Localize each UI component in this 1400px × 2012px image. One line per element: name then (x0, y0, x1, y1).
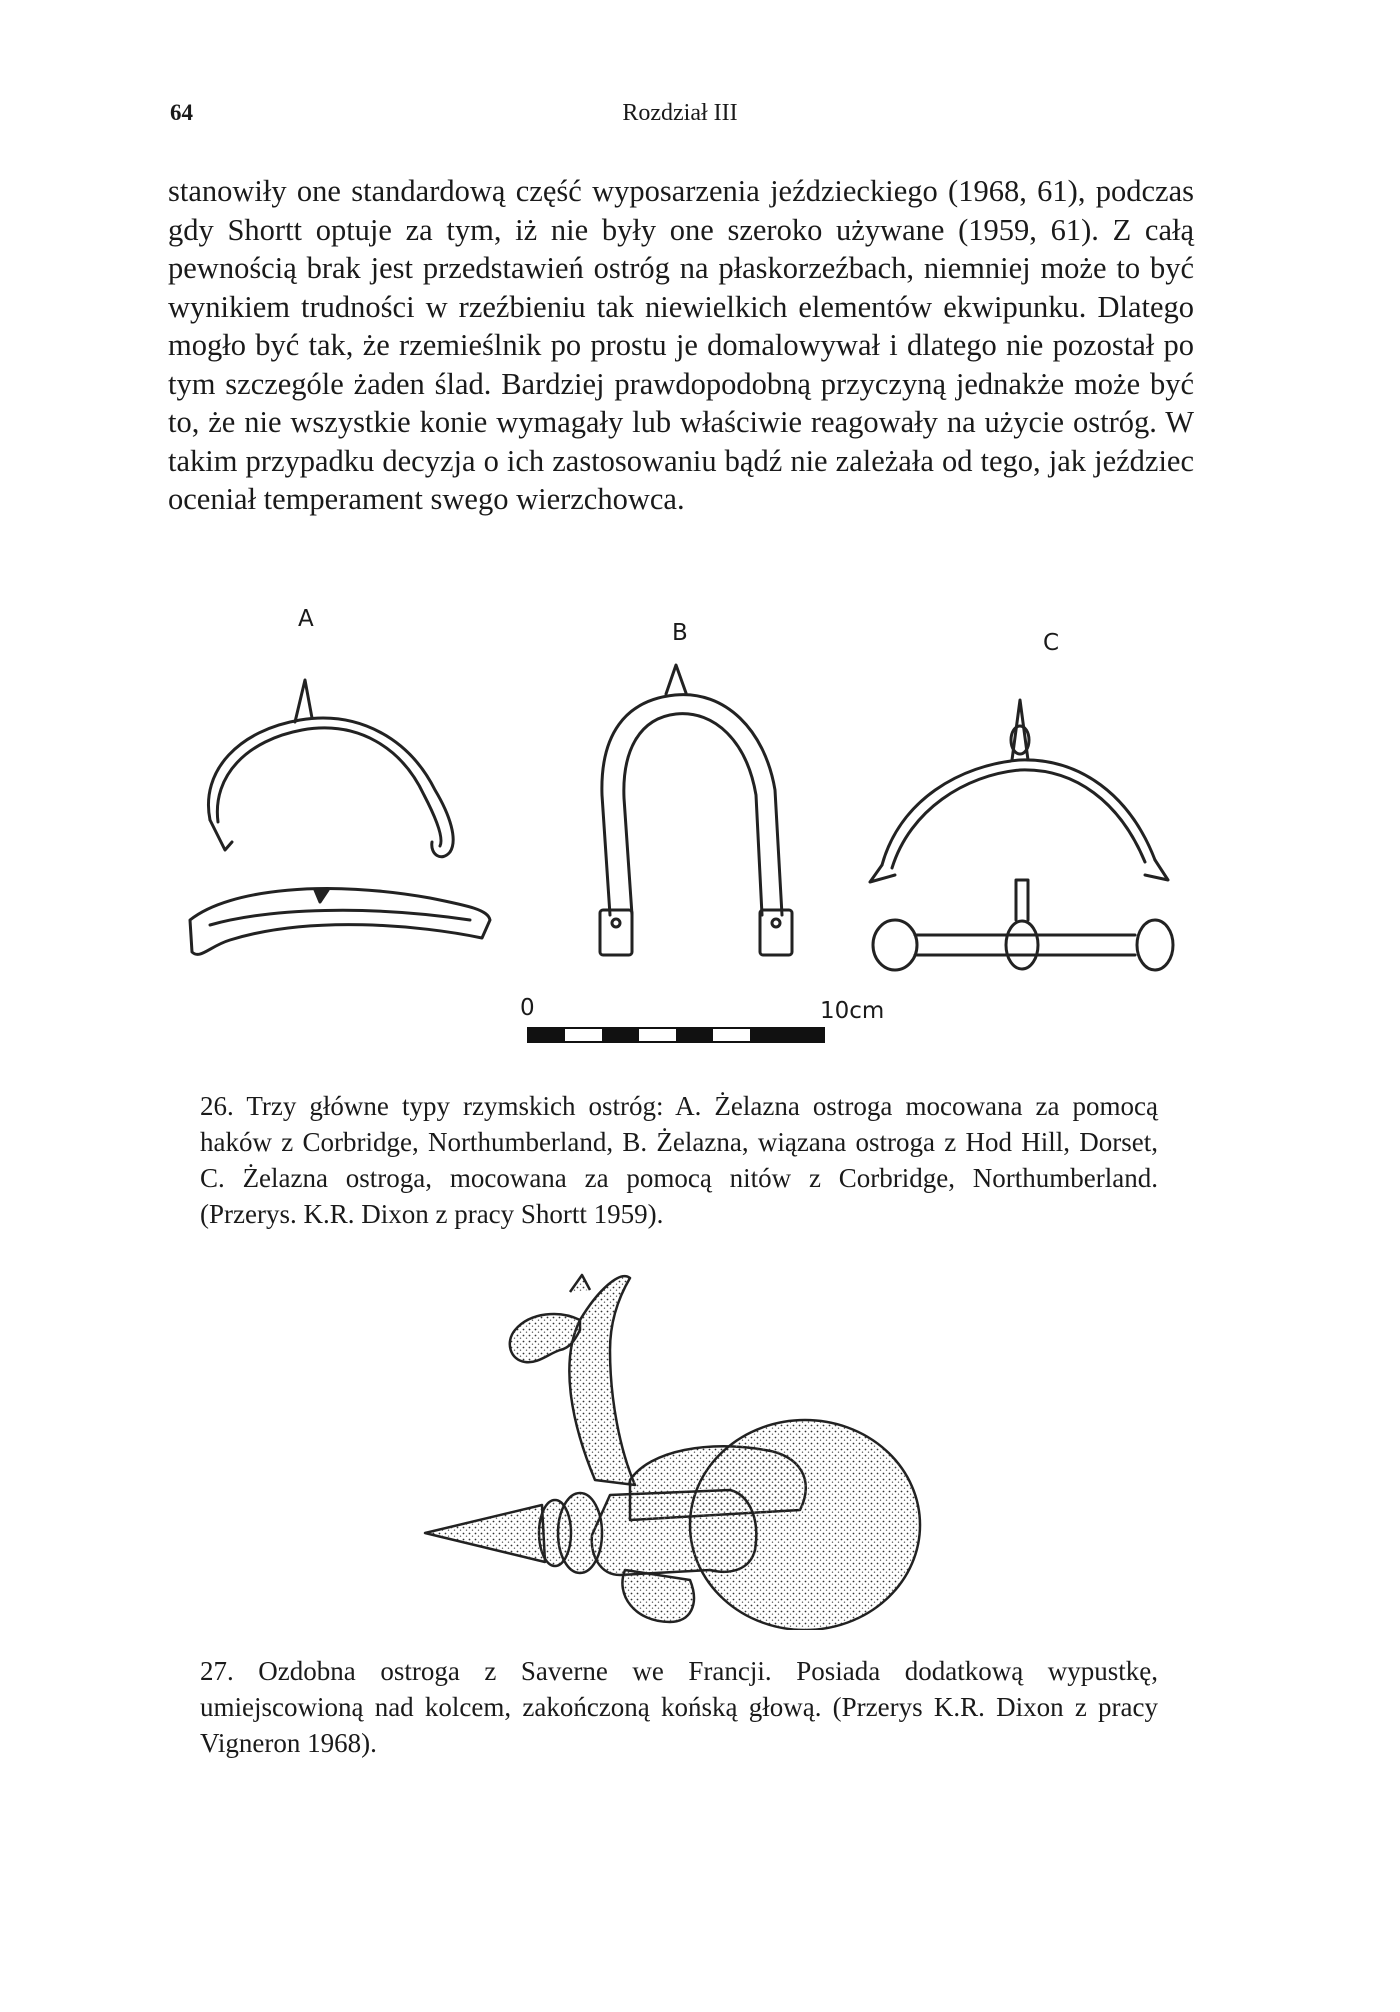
running-head: Rozdział III (622, 100, 738, 126)
spur-c-drawing (870, 700, 1173, 970)
label-c: C (1043, 630, 1060, 656)
figure-27-caption: 27. Ozdobna ostroga z Saverne we Francji. Posiada dodatkową wypustkę, umiejscowioną nad kolcem, zakończoną końską głową. (Przerys K.R. Dixon z pracy Vigneron 1968). (200, 1656, 1158, 1758)
scale-start: 0 (520, 995, 535, 1021)
scale-end: 10cm (820, 998, 885, 1024)
page-number: 64 (170, 100, 193, 125)
scale-bar (528, 1028, 824, 1042)
label-a: A (298, 606, 314, 632)
figure-27-ornamental-spur (420, 1250, 960, 1630)
spur-a-drawing (190, 680, 490, 954)
label-b: B (672, 620, 688, 646)
body-paragraph: stanowiły one standardową część wyposarzenia jeździeckiego (1968, 61), podczas gdy Shortt optuje za tym, iż nie były one szeroko używane (1959, 61). Z całą pewnością brak jest przedstawień ostróg na płaskorzeźbach, niemniej może to być wynikiem trudności w rzeźbieniu tak niewielkich elementów ekwipunku. Dlatego mogło być tak, że rzemieślnik po prostu je domalowywał i dlatego nie pozostał po tym szczególe żaden ślad. Bardziej prawdopodobną przyczyną jednakże może być to, że nie wszystkie konie wymagały lub właściwie reagowały na użycie ostróg. W takim przypadku decyzja o ich zastosowaniu bądź nie zależała od tego, jak jeździec oceniał temperament swego wierzchowca. (168, 174, 1194, 516)
figure-26-caption: 26. Trzy główne typy rzymskich ostróg: A. Żelazna ostroga mocowana za pomocą haków z Corbridge, Northumberland, B. Żelazna, wiązana ostroga z Hod Hill, Dorset, C. Żelazna ostroga, mocowana za pomocą nitów z Corbridge, Northumberland. (Przerys. K.R. Dixon z pracy Shortt 1959). (200, 1091, 1158, 1229)
spur-b-drawing (600, 665, 792, 955)
figure-26-spur-drawings (170, 590, 1200, 1060)
ornamental-spur-drawing (425, 1275, 920, 1630)
